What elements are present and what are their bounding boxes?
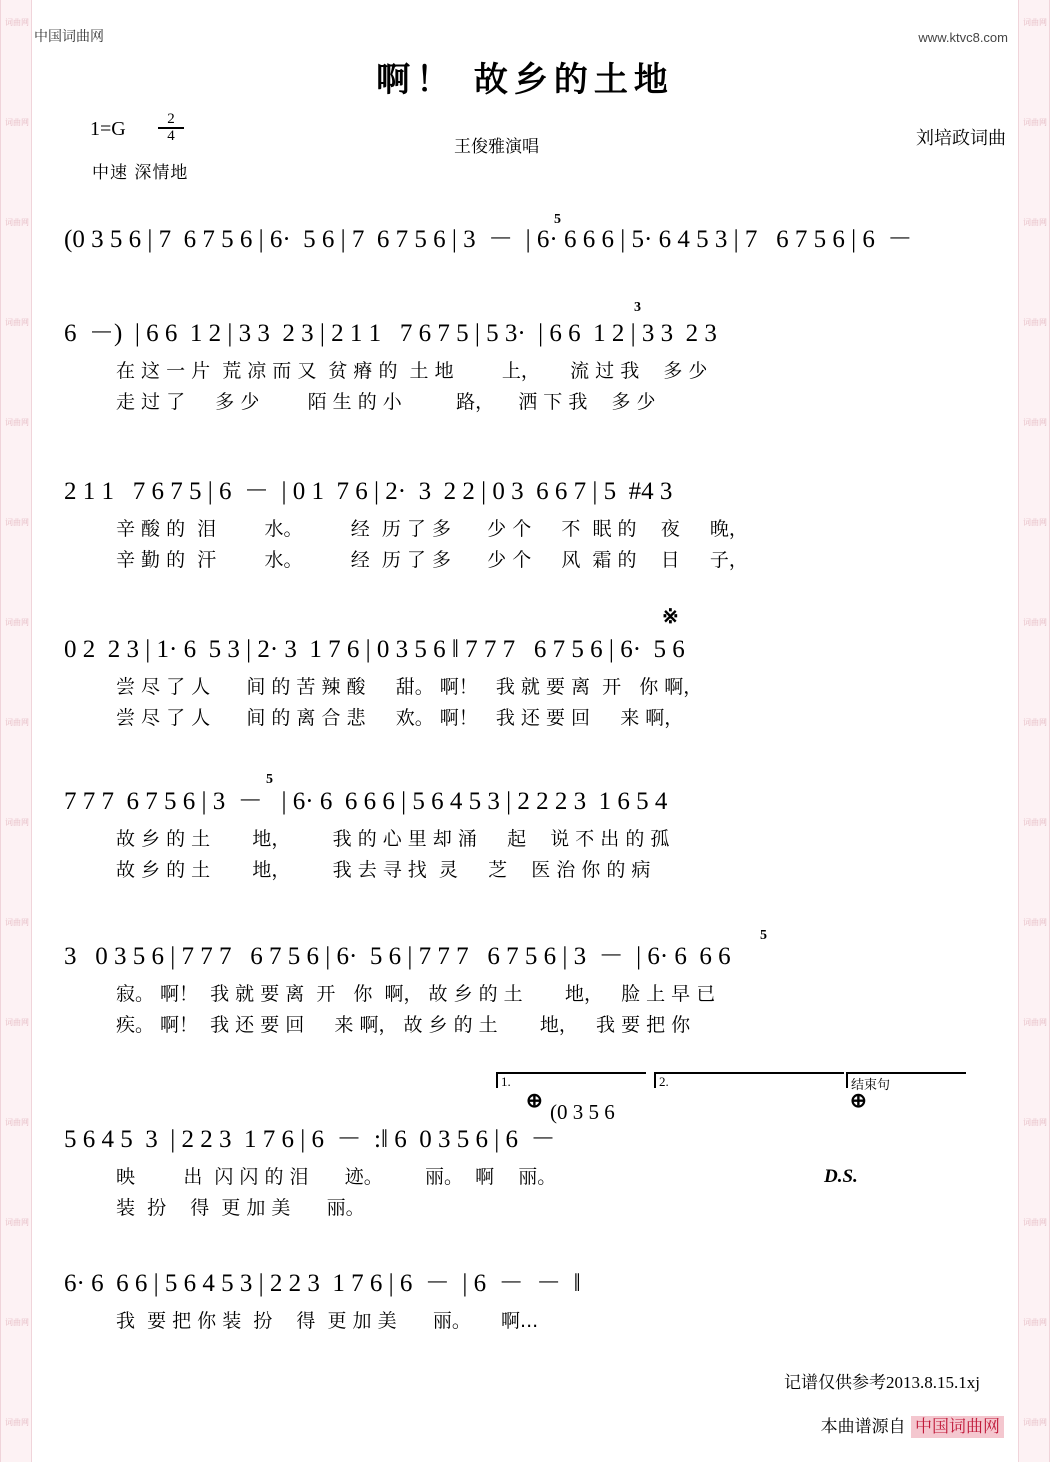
watermark-text: 词曲网 bbox=[5, 518, 29, 527]
triplet-marker: 3 bbox=[634, 300, 641, 315]
pickup-repeat-notes: (0 3 5 6 bbox=[550, 1100, 615, 1124]
watermark-text: 词曲网 bbox=[1023, 18, 1047, 27]
watermark-text: 词曲网 bbox=[1023, 418, 1047, 427]
lyric-line-verse2: 故 乡 的 土 地， 我 去 寻 找 灵 芝 医 治 你 的 病 bbox=[116, 859, 651, 881]
watermark-text: 词曲网 bbox=[5, 18, 29, 27]
composer-credit: 刘培政词曲 bbox=[916, 128, 1006, 149]
volta-bracket-1: 1. bbox=[496, 1072, 646, 1088]
watermark-text: 词曲网 bbox=[5, 318, 29, 327]
ending-bracket: 结束句 bbox=[846, 1072, 966, 1088]
notation-line: 3 0 3 5 6 | 7 7 7 6 7 5 6 | 6· 5 6 | 7 7 7 6 7 5 6 | 3 － | 6· 6 6 6 bbox=[64, 943, 731, 970]
lyric-line-verse1: 映 出 闪 闪 的 泪 迹。 丽。 啊 丽。 bbox=[116, 1166, 557, 1188]
time-signature-denominator: 4 bbox=[158, 127, 184, 144]
coda-icon: ⊕ bbox=[526, 1090, 543, 1112]
watermark-text: 词曲网 bbox=[5, 1018, 29, 1027]
lyric-line-verse1: 在 这 一 片 荒 凉 而 又 贫 瘠 的 土 地 上， 流 过 我 多 少 bbox=[116, 360, 708, 382]
lyric-line-verse1: 我 要 把 你 装 扮 得 更 加 美 丽。 啊... bbox=[116, 1310, 539, 1332]
music-system-3 bbox=[64, 470, 1004, 576]
music-system-6 bbox=[64, 935, 1004, 1041]
watermark-text: 词曲网 bbox=[1023, 1018, 1047, 1027]
lyric-line-verse1: 寂。 啊！ 我 就 要 离 开 你 啊， 故 乡 的 土 地， 脸 上 早 已 bbox=[116, 983, 716, 1005]
quintuplet-marker: 5 bbox=[760, 928, 767, 943]
song-title: 啊！ 故乡的土地 bbox=[376, 60, 674, 100]
watermark-text: 词曲网 bbox=[5, 818, 29, 827]
watermark-text: 词曲网 bbox=[5, 418, 29, 427]
watermark-text: 词曲网 bbox=[1023, 1418, 1047, 1427]
music-system-1 bbox=[64, 218, 1004, 262]
watermark-text: 词曲网 bbox=[1023, 318, 1047, 327]
watermark-text: 词曲网 bbox=[1023, 1318, 1047, 1327]
time-signature-numerator: 2 bbox=[167, 111, 175, 127]
music-system-5 bbox=[64, 780, 1004, 886]
watermark-text: 词曲网 bbox=[5, 1418, 29, 1427]
lyric-line-verse2: 装 扮 得 更 加 美 丽。 bbox=[116, 1197, 365, 1219]
notation-line: 2 1 1 7 6 7 5 | 6 － | 0 1 7 6 | 2· 3 2 2 | 0 3 6 6 7 | 5 #4 3 bbox=[64, 478, 673, 505]
site-url-label: www.ktvc8.com bbox=[918, 30, 1008, 45]
music-system-7 bbox=[64, 1118, 1004, 1224]
site-name-label: 中国词曲网 bbox=[34, 28, 104, 44]
quintuplet-marker: 5 bbox=[554, 212, 561, 227]
lyric-line-verse1: 尝 尽 了 人 间 的 苦 辣 酸 甜。 啊！ 我 就 要 离 开 你 啊， bbox=[116, 676, 703, 698]
watermark-text: 词曲网 bbox=[5, 1218, 29, 1227]
lyric-line-verse2: 尝 尽 了 人 间 的 离 合 悲 欢。 啊！ 我 还 要 回 来 啊， bbox=[116, 707, 684, 729]
watermark-text: 词曲网 bbox=[1023, 1218, 1047, 1227]
dal-segno-marker: D.S. bbox=[824, 1166, 858, 1187]
source-credit bbox=[821, 1412, 1004, 1437]
notation-line: 6 －) | 6 6 1 2 | 3 3 2 3 | 2 1 1 7 6 7 5 | 5 3· | 6 6 1 2 | 3 3 2 3 bbox=[64, 320, 717, 347]
notation-line: (0 3 5 6 | 7 6 7 5 6 | 6· 5 6 | 7 6 7 5 6 | 3 － | 6· 6 6 6 | 5· 6 4 5 3 | 7 6 7 5 6 | 6 － bbox=[64, 226, 913, 253]
watermark-text: 词曲网 bbox=[5, 1118, 29, 1127]
left-watermark-column bbox=[0, 0, 32, 1462]
lyric-line-verse2: 走 过 了 多 少 陌 生 的 小 路， 洒 下 我 多 少 bbox=[116, 391, 656, 413]
watermark-text: 词曲网 bbox=[1023, 118, 1047, 127]
source-credit-prefix: 本曲谱源自 bbox=[820, 1417, 906, 1437]
source-credit-site: 中国词曲网 bbox=[911, 1416, 1004, 1438]
coda-icon: ⊕ bbox=[850, 1090, 867, 1112]
watermark-text: 词曲网 bbox=[5, 918, 29, 927]
watermark-text: 词曲网 bbox=[1023, 618, 1047, 627]
transcription-note: 记谱仅供参考2013.8.15.1xj bbox=[784, 1373, 980, 1392]
music-system-2 bbox=[64, 312, 1004, 418]
watermark-text: 词曲网 bbox=[1023, 218, 1047, 227]
lyric-line-verse1: 辛 酸 的 泪 水。 经 历 了 多 少 个 不 眠 的 夜 晚， bbox=[116, 518, 748, 540]
watermark-text: 词曲网 bbox=[1023, 818, 1047, 827]
watermark-text: 词曲网 bbox=[5, 218, 29, 227]
right-watermark-column bbox=[1018, 0, 1050, 1462]
volta-bracket-2: 2. bbox=[654, 1072, 844, 1088]
music-system-4 bbox=[64, 628, 1004, 734]
score-sheet bbox=[34, 0, 1016, 1462]
lyric-line-verse2: 辛 勤 的 汗 水。 经 历 了 多 少 个 风 霜 的 日 子， bbox=[116, 549, 748, 571]
watermark-text: 词曲网 bbox=[5, 618, 29, 627]
notation-line: 0 2 2 3 | 1· 6 5 3 | 2· 3 1 7 6 | 0 3 5 6 ‖ 7 7 7 6 7 5 6 | 6· 5 6 bbox=[64, 636, 685, 663]
tempo-marking: 中速 深情地 bbox=[92, 163, 189, 183]
watermark-text: 词曲网 bbox=[1023, 718, 1047, 727]
notation-line: 5 6 4 5 3 | 2 2 3 1 7 6 | 6 － :‖ 6 0 3 5 6 | 6 － bbox=[64, 1126, 556, 1153]
segno-icon: ※ bbox=[662, 606, 679, 628]
quintuplet-marker: 5 bbox=[266, 772, 273, 787]
lyric-line-verse1: 故 乡 的 土 地， 我 的 心 里 却 涌 起 说 不 出 的 孤 bbox=[116, 828, 670, 850]
watermark-text: 词曲网 bbox=[5, 118, 29, 127]
watermark-text: 词曲网 bbox=[5, 1318, 29, 1327]
singer-credit: 王俊雅演唱 bbox=[454, 137, 539, 157]
notation-line: 6· 6 6 6 | 5 6 4 5 3 | 2 2 3 1 7 6 | 6 － | 6 － － ‖ bbox=[64, 1270, 581, 1297]
watermark-text: 词曲网 bbox=[5, 718, 29, 727]
time-signature bbox=[158, 112, 184, 144]
notation-line: 7 7 7 6 7 5 6 | 3 － | 6· 6 6 6 6 | 5 6 4 5 3 | 2 2 2 3 1 6 5 4 bbox=[64, 788, 668, 815]
key-signature: 1=G bbox=[90, 118, 126, 140]
watermark-text: 词曲网 bbox=[1023, 1118, 1047, 1127]
lyric-line-verse2: 疾。 啊！ 我 还 要 回 来 啊， 故 乡 的 土 地， 我 要 把 你 bbox=[116, 1014, 691, 1036]
music-system-8 bbox=[64, 1262, 1004, 1337]
watermark-text: 词曲网 bbox=[1023, 518, 1047, 527]
watermark-text: 词曲网 bbox=[1023, 918, 1047, 927]
